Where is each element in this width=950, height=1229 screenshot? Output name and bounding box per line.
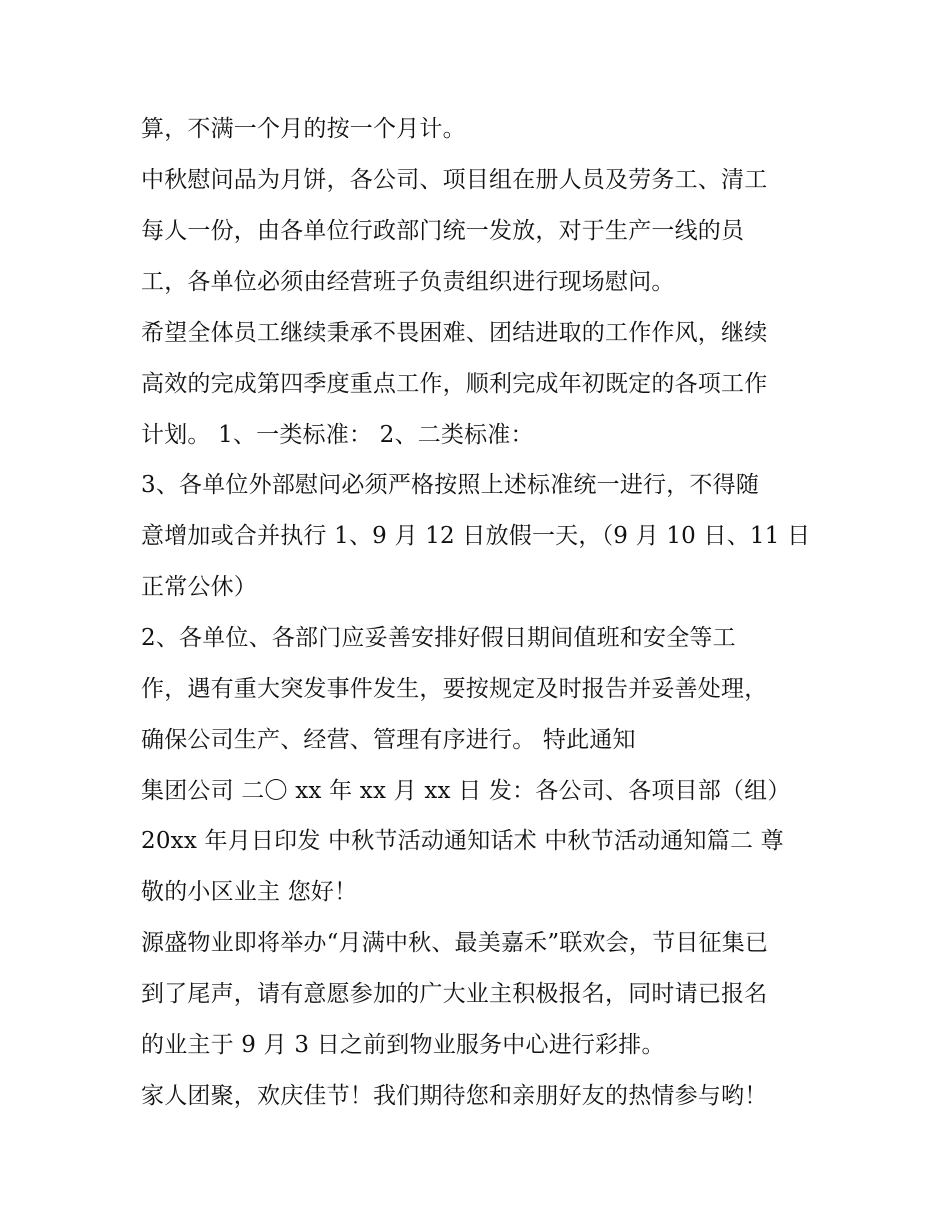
text-line: 算，不满一个月的按一个月计。 [141,116,466,142]
text-line: 工，各单位必须由经营班子负责组织进行现场慰问。 [141,269,675,295]
text-line: 2、各单位、各部门应妥善安排好假日期间值班和安全等工 [141,625,736,651]
text-line: 高效的完成第四季度重点工作，顺利完成年初既定的各项工作 [141,371,768,397]
text-line: 20xx 年月日印发 中秋节活动通知话术 中秋节活动通知篇二 尊 [141,828,784,854]
text-line: 的业主于 9 月 3 日之前到物业服务中心进行彩排。 [141,1032,665,1058]
text-line: 3、各单位外部慰问必须严格按照上述标准统一进行，不得随 [141,472,760,498]
text-line: 作，遇有重大突发事件发生，要按规定及时报告并妥善处理， [141,676,768,702]
text-line: 确保公司生产、经营、管理有序进行。 特此通知 [141,727,636,753]
text-line: 中秋慰问品为月饼，各公司、项目组在册人员及劳务工、清工 [141,167,768,193]
text-line: 意增加或合并执行 1、9 月 12 日放假一天，（9 月 10 日、11 日 [141,523,811,549]
text-line: 希望全体员工继续秉承不畏困难、团结进取的工作作风，继续 [141,320,768,346]
text-line: 每人一份，由各单位行政部门统一发放，对于生产一线的员 [141,218,745,244]
text-line: 家人团聚，欢庆佳节！我们期待您和亲朋好友的热情参与哟！ [141,1083,768,1109]
text-line: 敬的小区业主 您好！ [141,879,358,905]
text-line: 集团公司 二〇 xx 年 xx 月 xx 日 发：各公司、各项目部（组） [141,778,791,804]
text-line: 正常公休） [141,574,257,600]
text-line: 源盛物业即将举办“月满中秋、最美嘉禾”联欢会，节目征集已 [141,930,769,956]
text-line: 到了尾声，请有意愿参加的广大业主积极报名，同时请已报名 [141,981,768,1007]
text-line: 计划。 1、一类标准： 2、二类标准： [141,422,534,448]
